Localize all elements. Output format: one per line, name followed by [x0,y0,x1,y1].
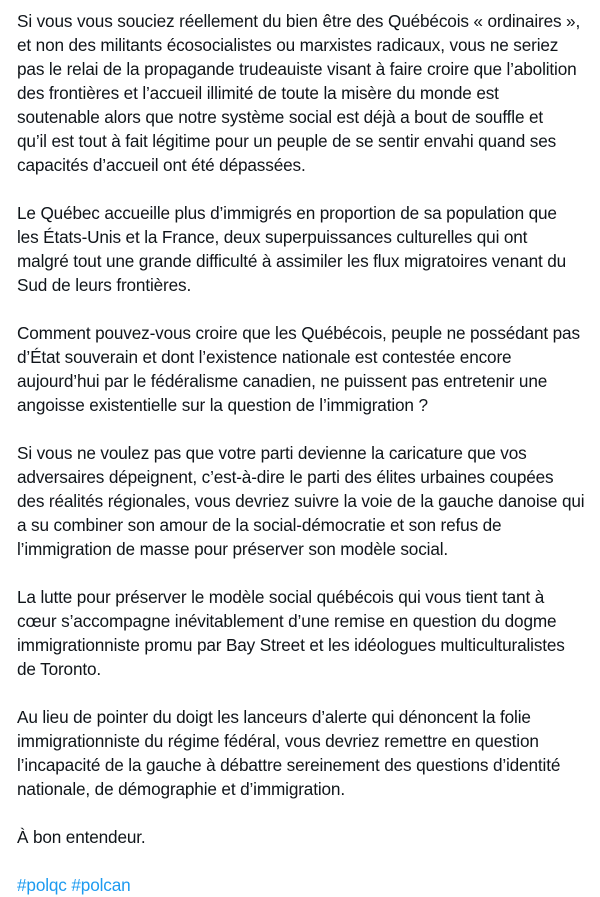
tweet-paragraph-5: La lutte pour préserver le modèle social québécois qui vous tient tant à cœur s’accompagne inévitablement d’une remise en question du dogme immigrationniste promu par Bay Street et les idéologues multiculturalistes de Toronto. [17,587,565,679]
tweet-paragraph-1: Si vous vous souciez réellement du bien être des Québécois « ordinaires », et non des militants écosocialistes ou marxistes radicaux, vous ne seriez pas le relai de la propagande trudeauiste visant à faire croire que l’abolition des frontières et l’accueil illimité de toute la misère du monde est soutenable alors que notre système social est déjà a bout de souffle et qu’il est tout à fait légitime pour un peuple de se sentir envahi quand ses capacités d’accueil ont été dépassées. [17,11,581,175]
tweet-paragraph-4: Si vous ne voulez pas que votre parti devienne la caricature que vos adversaires dépeignent, c’est-à-dire le parti des élites urbaines coupées des réalités régionales, vous devriez suivre la voie de la gauche danoise qui a su combiner son amour de la social-démocratie et son refus de l’immigration de masse pour préserver son modèle social. [17,443,585,559]
tweet-text [17,9,595,897]
tweet-paragraph-2: Le Québec accueille plus d’immigrés en proportion de sa population que les États-Unis et la France, deux superpuissances culturelles qui ont malgré tout une grande difficulté à assimiler les flux migratoires venant du Sud de leurs frontières. [17,203,567,295]
hashtag-line [17,873,595,897]
tweet-paragraph-3: Comment pouvez-vous croire que les Québécois, peuple ne possédant pas d’État souverain et dont l’existence nationale est contestée encore aujourd’hui par le fédéralisme canadien, ne puissent pas entretenir une angoisse existentielle sur la question de l’immigration ? [17,323,580,415]
tweet-paragraph-7: À bon entendeur. [17,827,146,847]
hashtag-link-polqc[interactable]: #polqc [17,875,67,895]
tweet-paragraph-6: Au lieu de pointer du doigt les lanceurs d’alerte qui dénoncent la folie immigrationniste du régime fédéral, vous devriez remettre en question l’incapacité de la gauche à débattre sereinement des questions d’identité nationale, de démographie et d’immigration. [17,707,561,799]
hashtag-link-polcan[interactable]: #polcan [71,875,131,895]
